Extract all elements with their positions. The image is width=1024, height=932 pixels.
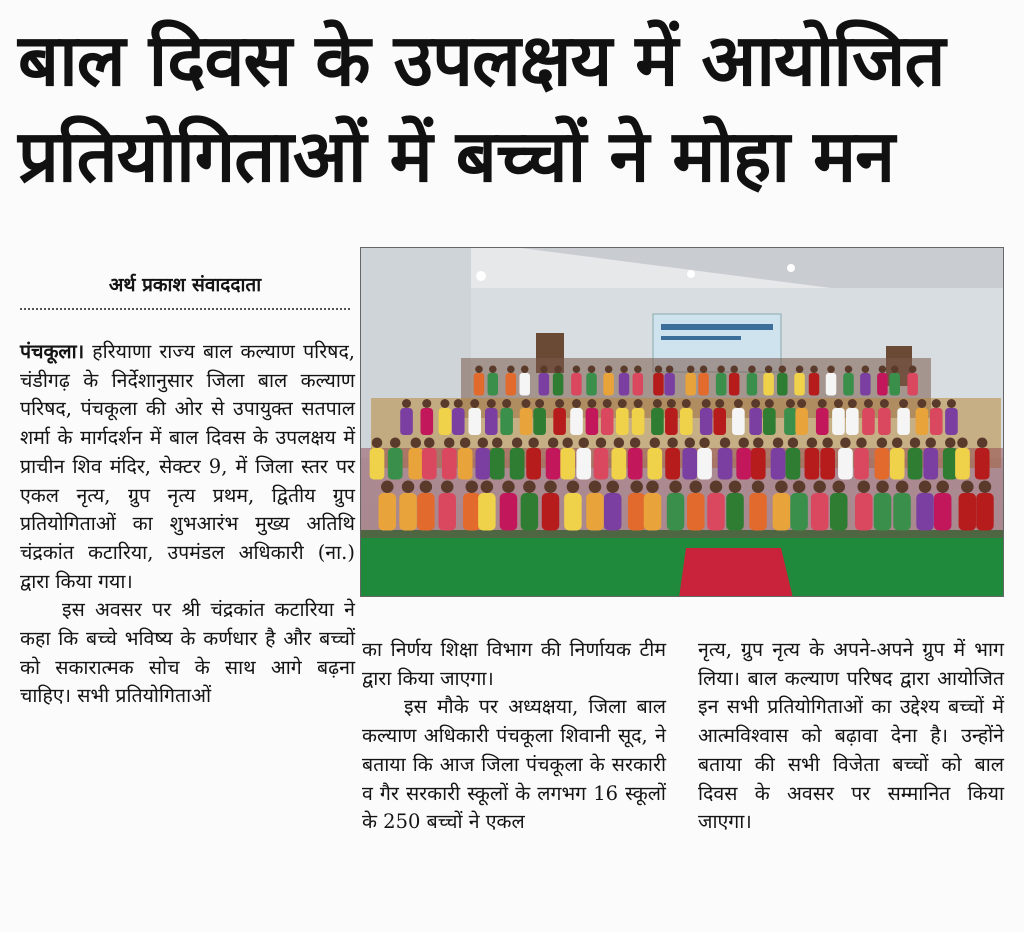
person-head — [444, 438, 455, 449]
person-figure — [458, 448, 473, 480]
person-figure — [830, 493, 848, 531]
person-head — [481, 481, 494, 494]
person-figure — [488, 373, 499, 396]
person-head — [402, 481, 415, 494]
person-figure — [490, 448, 505, 480]
person-figure — [862, 408, 875, 435]
person-head — [634, 399, 643, 408]
article-column-3 — [698, 636, 1004, 837]
person-figure — [601, 408, 614, 435]
person-head — [961, 481, 974, 494]
person-figure — [442, 448, 457, 480]
person-head — [507, 366, 515, 374]
person-figure — [553, 373, 564, 396]
person-head — [702, 399, 711, 408]
person-head — [936, 481, 949, 494]
person-head — [779, 366, 787, 374]
person-head — [402, 399, 411, 408]
person-figure — [916, 408, 929, 435]
person-head — [460, 438, 471, 449]
person-figure — [889, 373, 900, 396]
person-figure — [784, 408, 797, 435]
person-figure — [811, 493, 829, 531]
person-head — [734, 399, 743, 408]
person-figure — [633, 373, 644, 396]
person-figure — [553, 408, 566, 435]
person-figure — [773, 493, 791, 531]
person-figure — [542, 493, 560, 531]
person-head — [710, 481, 723, 494]
person-head — [441, 481, 454, 494]
person-figure — [521, 493, 539, 531]
person-figure — [749, 408, 762, 435]
person-figure — [438, 493, 456, 531]
person-head — [603, 399, 612, 408]
person-figure — [651, 408, 664, 435]
person-figure — [959, 493, 977, 531]
person-figure — [564, 493, 582, 531]
person-head — [618, 399, 627, 408]
person-head — [864, 399, 873, 408]
person-head — [523, 481, 536, 494]
person-figure — [846, 408, 859, 435]
person-head — [925, 438, 936, 449]
person-figure — [417, 493, 435, 531]
person-figure — [408, 448, 423, 480]
person-head — [848, 399, 857, 408]
person-figure — [653, 373, 664, 396]
person-head — [753, 438, 764, 449]
person-head — [470, 399, 479, 408]
person-head — [979, 481, 992, 494]
person-figure — [379, 493, 397, 531]
person-figure — [878, 408, 891, 435]
person-head — [775, 481, 788, 494]
person-head — [567, 481, 580, 494]
person-figure — [893, 493, 911, 531]
person-figure — [916, 493, 934, 531]
person-head — [813, 481, 826, 494]
person-figure — [749, 493, 767, 531]
person-head — [899, 399, 908, 408]
article-paragraph — [20, 338, 355, 596]
person-head — [818, 399, 827, 408]
person-figure — [732, 408, 745, 435]
person-figure — [976, 493, 994, 531]
person-figure — [838, 448, 853, 480]
person-head — [390, 438, 401, 449]
person-head — [834, 399, 843, 408]
person-head — [535, 399, 544, 408]
person-figure — [611, 448, 626, 480]
person-figure — [809, 373, 820, 396]
person-head — [786, 399, 795, 408]
person-head — [587, 399, 596, 408]
person-head — [822, 438, 833, 449]
person-head — [606, 481, 619, 494]
person-head — [917, 399, 926, 408]
person-head — [892, 438, 903, 449]
person-figure — [388, 448, 403, 480]
person-head — [487, 399, 496, 408]
person-figure — [805, 448, 820, 480]
person-head — [492, 438, 503, 449]
person-figure — [370, 448, 385, 480]
person-head — [630, 438, 641, 449]
person-head — [738, 438, 749, 449]
person-head — [620, 366, 628, 374]
person-figure — [510, 448, 525, 480]
person-figure — [628, 493, 646, 531]
dateline: पंचकूला। — [20, 340, 85, 363]
person-figure — [644, 493, 662, 531]
person-head — [572, 399, 581, 408]
person-head — [977, 438, 988, 449]
headline-line-2: प्रतियोगिताओं में बच्चों ने मोहा मन — [18, 114, 895, 198]
person-figure — [546, 448, 561, 480]
person-figure — [763, 373, 774, 396]
article-paragraph: नृत्य, ग्रुप नृत्य के अपने-अपने ग्रुप में भाग लिया। बाल कल्याण परिषद द्वारा आयोजित इन सभी प्रतियोगिताओं का उद्देश्य बच्चों में आत्मविश्वास को बढ़ावा देना है। उन्होंने बताया की सभी विजेता बच्चों को बाल दिवस के अवसर पर सम्मानित किया जाएगा। — [698, 638, 1004, 834]
person-head — [797, 399, 806, 408]
person-head — [630, 481, 643, 494]
person-figure — [452, 408, 465, 435]
person-head — [655, 366, 663, 374]
person-figure — [707, 493, 725, 531]
article-column-1 — [20, 338, 355, 711]
person-figure — [736, 448, 751, 480]
person-head — [589, 481, 602, 494]
person-head — [521, 399, 530, 408]
person-figure — [790, 493, 808, 531]
person-figure — [619, 373, 630, 396]
person-head — [562, 438, 573, 449]
person-head — [891, 366, 899, 374]
person-figure — [877, 373, 888, 396]
person-figure — [478, 493, 496, 531]
person-figure — [816, 408, 829, 435]
person-figure — [751, 448, 766, 480]
person-figure — [533, 408, 546, 435]
person-figure — [474, 373, 485, 396]
person-figure — [520, 408, 533, 435]
person-head — [919, 481, 932, 494]
person-figure — [586, 493, 604, 531]
person-figure — [832, 408, 845, 435]
person-head — [715, 399, 724, 408]
headline — [18, 12, 1018, 204]
person-figure — [716, 373, 727, 396]
person-head — [521, 366, 529, 374]
person-head — [548, 438, 559, 449]
person-head — [880, 399, 889, 408]
person-head — [512, 438, 522, 449]
person-figure — [843, 373, 854, 396]
article-paragraph: इस मौके पर अध्यक्षया, जिला बाल कल्याण अधिकारी पंचकूला शिवानी सूद, ने बताया कि आज जिला पंचकूला के सरकारी व गैर सरकारी स्कूलों के लगभग 16 स्कूलों के 250 बच्चों ने एकल — [362, 695, 666, 834]
person-head — [909, 366, 917, 374]
person-head — [653, 399, 662, 408]
person-head — [554, 366, 562, 374]
person-head — [588, 366, 596, 374]
person-figure — [594, 448, 609, 480]
person-figure — [485, 408, 498, 435]
person-head — [833, 481, 846, 494]
person-head — [578, 438, 589, 449]
person-head — [614, 438, 625, 449]
person-head — [381, 481, 394, 494]
person-head — [748, 366, 756, 374]
person-head — [667, 399, 676, 408]
person-figure — [934, 493, 952, 531]
person-figure — [560, 448, 575, 480]
person-figure — [726, 493, 744, 531]
person-head — [440, 399, 449, 408]
person-head — [667, 438, 678, 449]
person-head — [845, 366, 853, 374]
person-figure — [647, 448, 662, 480]
person-figure — [685, 373, 696, 396]
person-head — [751, 399, 760, 408]
person-head — [793, 481, 806, 494]
person-figure — [700, 408, 713, 435]
person-figure — [874, 493, 892, 531]
person-head — [947, 399, 956, 408]
person-figure — [665, 408, 678, 435]
person-head — [807, 438, 818, 449]
person-head — [730, 366, 738, 374]
person-figure — [586, 373, 597, 396]
person-figure — [439, 408, 452, 435]
person-figure — [680, 408, 693, 435]
person-head — [478, 438, 489, 449]
person-head — [646, 481, 659, 494]
photo-illustration — [361, 248, 1004, 597]
person-head — [424, 438, 435, 449]
person-figure — [667, 493, 685, 531]
person-figure — [539, 373, 550, 396]
person-figure — [500, 408, 513, 435]
person-figure — [632, 408, 645, 435]
person-figure — [468, 408, 481, 435]
person-figure — [698, 373, 709, 396]
person-head — [840, 438, 851, 449]
person-head — [858, 481, 871, 494]
person-head — [682, 399, 691, 408]
person-head — [685, 438, 696, 449]
person-head — [669, 481, 682, 494]
person-head — [877, 438, 888, 449]
person-figure — [586, 408, 599, 435]
person-figure — [860, 373, 871, 396]
person-head — [502, 399, 511, 408]
person-head — [650, 438, 661, 449]
person-figure — [570, 408, 583, 435]
person-head — [540, 366, 548, 374]
person-head — [475, 366, 483, 374]
person-head — [700, 366, 708, 374]
person-head — [420, 481, 433, 494]
person-figure — [786, 448, 801, 480]
person-head — [699, 438, 710, 449]
person-head — [454, 399, 463, 408]
person-head — [666, 366, 674, 374]
person-head — [788, 438, 799, 449]
person-figure — [777, 373, 788, 396]
article-paragraph: इस अवसर पर श्री चंद्रकांत कटारिया ने कहा कि बच्चे भविष्य के कर्णधार है और बच्चों को सकारात्मक सोच के साथ आगे बढ़ना चाहिए। सभी प्रतियोगिताओं — [20, 598, 355, 708]
paragraph-text: हरियाणा राज्य बाल कल्याण परिषद, चंडीगढ़ के निर्देशानुसार जिला बाल कल्याण परिषद, पंचकूला की ओर से उपायुक्त सतपाल शर्मा के मार्गदर्शन में बाल दिवस के उपलक्षय में प्राचीन शिव मंदिर, सेक्टर 9, में जिला स्तर पर एकल नृत्य, ग्रुप नृत्य प्रथम, द्वितीय ग्रुप प्रतियोगिताओं का शुभआरंभ मुख्य अतिथि चंद्रकांत कटारिया, उपमंडल अधिकारी (ना.) द्वारा किया गया। — [20, 340, 355, 593]
person-head — [932, 399, 941, 408]
person-head — [810, 366, 818, 374]
person-head — [489, 366, 497, 374]
article-paragraph: का निर्णय शिक्षा विभाग की निर्णायक टीम द्वारा किया जाएगा। — [362, 638, 666, 690]
person-figure — [854, 448, 869, 480]
person-head — [910, 438, 921, 449]
person-figure — [763, 408, 776, 435]
person-head — [528, 438, 539, 449]
person-head — [717, 366, 725, 374]
person-head — [720, 438, 731, 449]
person-figure — [771, 448, 786, 480]
person-figure — [908, 448, 923, 480]
person-figure — [400, 408, 413, 435]
person-head — [827, 366, 835, 374]
person-figure — [718, 448, 733, 480]
person-head — [605, 366, 613, 374]
person-figure — [422, 448, 437, 480]
person-head — [729, 481, 742, 494]
person-figure — [399, 493, 417, 531]
person-figure — [604, 493, 622, 531]
person-head — [689, 481, 702, 494]
person-figure — [687, 493, 705, 531]
person-head — [573, 366, 581, 374]
person-figure — [875, 448, 890, 480]
person-figure — [930, 408, 943, 435]
person-figure — [665, 448, 680, 480]
person-figure — [945, 408, 958, 435]
person-head — [862, 366, 870, 374]
person-figure — [826, 373, 837, 396]
person-figure — [526, 448, 541, 480]
person-figure — [975, 448, 990, 480]
person-head — [752, 481, 765, 494]
person-figure — [907, 373, 918, 396]
person-head — [957, 438, 968, 449]
person-figure — [820, 448, 835, 480]
person-head — [634, 366, 642, 374]
person-figure — [500, 493, 518, 531]
person-head — [896, 481, 909, 494]
person-figure — [420, 408, 433, 435]
person-figure — [506, 373, 517, 396]
group-photo — [360, 247, 1004, 597]
person-head — [411, 438, 422, 449]
person-head — [596, 438, 607, 449]
person-head — [856, 438, 867, 449]
person-figure — [682, 448, 697, 480]
person-head — [876, 481, 889, 494]
person-figure — [475, 448, 490, 480]
person-head — [422, 399, 431, 408]
person-head — [555, 399, 564, 408]
person-figure — [628, 448, 643, 480]
person-head — [773, 438, 784, 449]
person-figure — [616, 408, 629, 435]
person-figure — [795, 408, 808, 435]
person-head — [466, 481, 479, 494]
person-figure — [697, 448, 712, 480]
headline-line-1: बाल दिवस के उपलक्षय में आयोजित — [18, 18, 945, 102]
person-figure — [729, 373, 740, 396]
person-figure — [794, 373, 805, 396]
person-head — [502, 481, 515, 494]
person-head — [945, 438, 956, 449]
person-figure — [519, 373, 530, 396]
person-figure — [713, 408, 726, 435]
byline: अर्थ प्रकाश संवाददाता — [20, 272, 350, 310]
person-figure — [897, 408, 910, 435]
person-head — [544, 481, 557, 494]
person-figure — [923, 448, 938, 480]
person-head — [687, 366, 695, 374]
person-head — [796, 366, 804, 374]
person-head — [765, 399, 774, 408]
person-figure — [664, 373, 675, 396]
person-head — [372, 438, 383, 449]
person-figure — [463, 493, 481, 531]
article-column-2 — [362, 636, 666, 837]
person-figure — [855, 493, 873, 531]
person-figure — [603, 373, 614, 396]
person-figure — [571, 373, 582, 396]
person-figure — [890, 448, 905, 480]
person-head — [765, 366, 773, 374]
person-figure — [955, 448, 970, 480]
person-head — [879, 366, 887, 374]
person-figure — [747, 373, 758, 396]
person-figure — [576, 448, 591, 480]
